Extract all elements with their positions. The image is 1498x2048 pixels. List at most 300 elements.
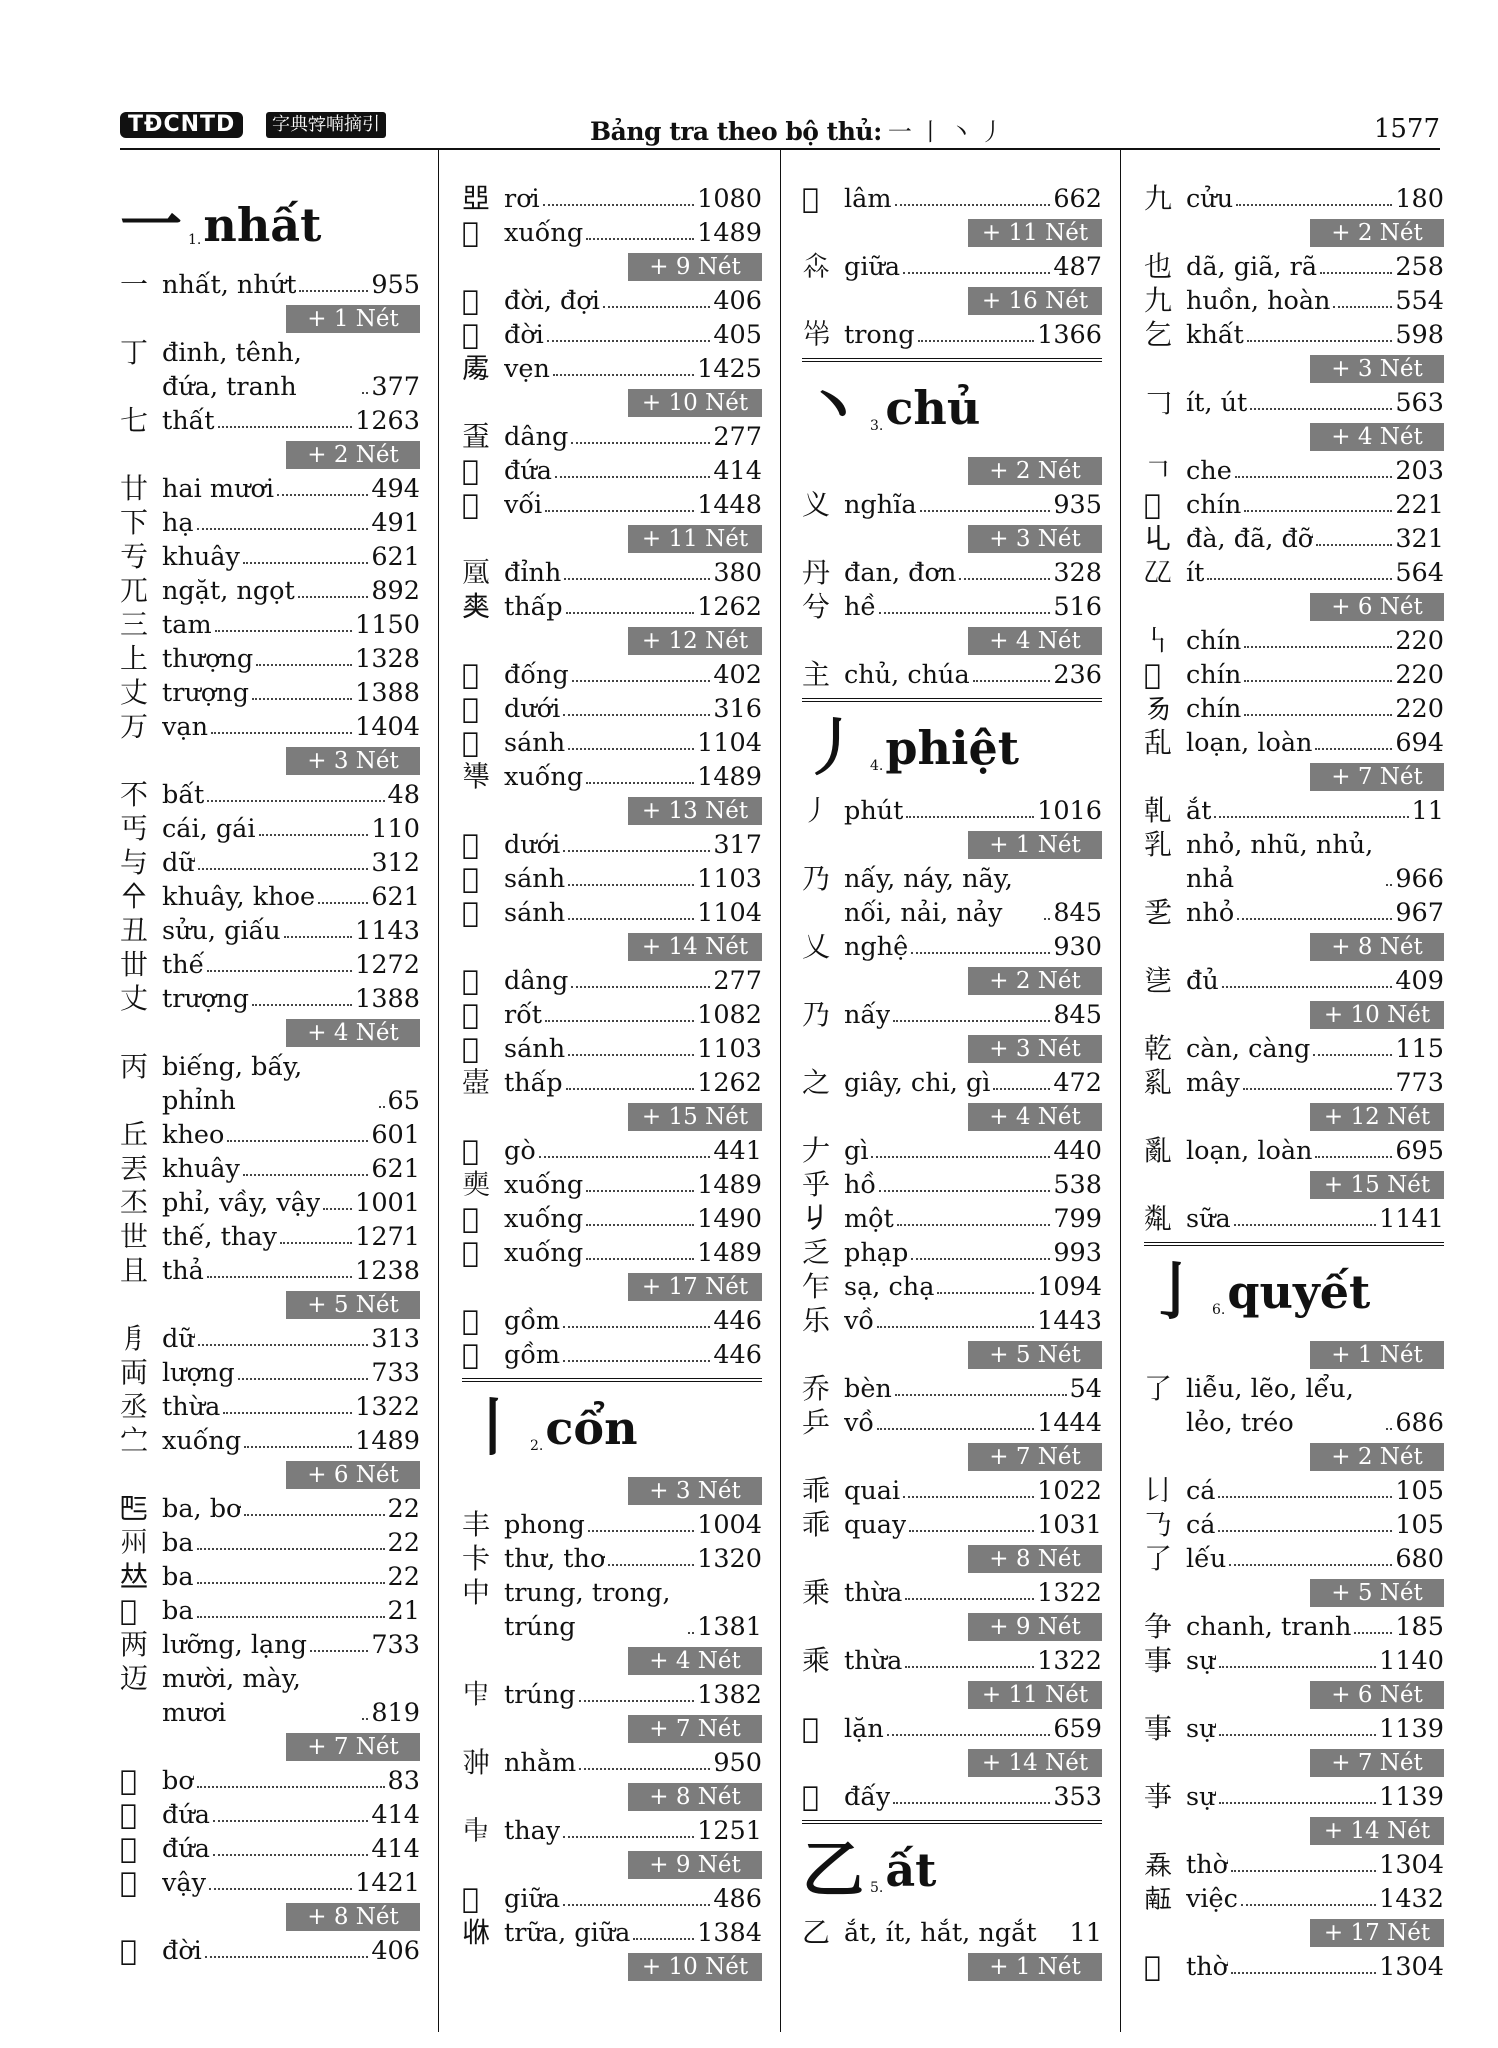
- stroke-count-label: + 16 Nét: [968, 287, 1102, 315]
- entry-reading: sự: [1186, 1646, 1216, 1676]
- stroke-count-label: + 3 Nét: [968, 525, 1102, 553]
- entry-page-number: 1322: [355, 1392, 420, 1422]
- dot-leader: [571, 442, 710, 444]
- index-column-2: [462, 182, 762, 1984]
- entry-page-number: 472: [1053, 1068, 1102, 1098]
- entry-reading: rốt: [504, 1000, 543, 1030]
- entry-gloss-line: [844, 1134, 1102, 1168]
- stroke-count-header: [802, 1032, 1102, 1066]
- dot-leader: [1250, 408, 1392, 410]
- entry-gloss-line: [504, 1202, 762, 1236]
- stroke-count-label: + 5 Nét: [1310, 1579, 1444, 1607]
- index-entry: [802, 998, 1102, 1032]
- index-entry: [462, 1134, 762, 1168]
- stroke-count-label: + 11 Nét: [628, 525, 762, 553]
- index-entry: [802, 794, 1102, 828]
- entry-reading: loạn, loàn: [1186, 1136, 1313, 1166]
- entry-page-number: 317: [713, 830, 762, 860]
- entry-character: 亐: [120, 540, 149, 573]
- stroke-count-header: [462, 1474, 762, 1508]
- entry-character: 𠀲: [120, 1764, 137, 1797]
- entry-reading: lưỡng, lạng: [162, 1630, 307, 1660]
- entry-gloss-line: [162, 812, 420, 846]
- entry-page-number: 1001: [355, 1188, 420, 1218]
- dot-leader: [1231, 1972, 1376, 1974]
- stroke-count-header: [120, 1288, 420, 1322]
- entry-gloss-line: [1186, 1644, 1444, 1678]
- entry-gloss-line: [504, 658, 762, 692]
- entry-gloss-line: [1186, 1066, 1444, 1100]
- stroke-count-header: [120, 1730, 420, 1764]
- dot-leader: [1222, 986, 1393, 988]
- entry-gloss-line: [1186, 1202, 1444, 1236]
- entry-page-number: 563: [1395, 388, 1444, 418]
- index-entry: [1144, 1372, 1444, 1440]
- entry-reading: dữ: [162, 848, 195, 878]
- stroke-count-header: [120, 1458, 420, 1492]
- entry-character: 𠀴: [120, 1832, 137, 1865]
- stroke-count-header: [1144, 1678, 1444, 1712]
- radical-heading: [1144, 1242, 1444, 1338]
- entry-character: 两: [120, 1628, 149, 1661]
- entry-page-number: 819: [371, 1698, 420, 1728]
- entry-gloss-line: [162, 676, 420, 710]
- entry-character: 丞: [120, 1390, 149, 1423]
- radical-number: 2.: [530, 1438, 544, 1454]
- stroke-count-label: + 14 Nét: [628, 933, 762, 961]
- entry-gloss-line: [844, 488, 1102, 522]
- radical-name: chủ: [885, 381, 981, 435]
- entry-page-number: 621: [371, 1154, 420, 1184]
- entry-reading: lếu: [1186, 1544, 1227, 1574]
- entry-reading: gồm: [504, 1306, 561, 1336]
- entry-reading: thờ: [1186, 1952, 1229, 1982]
- entry-character: 中: [462, 1576, 491, 1609]
- entry-reading: nhỏ: [1186, 898, 1235, 928]
- dot-leader: [906, 816, 1034, 818]
- dot-leader: [1247, 340, 1393, 342]
- entry-page-number: 328: [1053, 558, 1102, 588]
- entry-character: 乖: [802, 1508, 831, 1541]
- dot-leader: [877, 1326, 1034, 1328]
- entry-reading: ít: [1186, 558, 1205, 588]
- radical-heading: [802, 358, 1102, 454]
- dot-leader: [887, 1734, 1051, 1736]
- entry-reading: một: [844, 1204, 894, 1234]
- entry-reading: đinh, tênh, đứa, tranh: [162, 338, 302, 402]
- entry-reading: xuống: [504, 218, 584, 248]
- index-entry: [1144, 794, 1444, 828]
- entry-page-number: 220: [1395, 626, 1444, 656]
- entry-reading: thay: [504, 1816, 561, 1846]
- entry-gloss-line: [844, 1066, 1102, 1100]
- index-entry: [1144, 726, 1444, 760]
- entry-gloss-line: [504, 1814, 762, 1848]
- entry-reading: cá: [1186, 1476, 1216, 1506]
- entry-reading: loạn, loàn: [1186, 728, 1313, 758]
- entry-character: 之: [802, 1066, 831, 1099]
- dot-leader: [197, 1786, 385, 1788]
- entry-reading: đời, đợi: [504, 286, 600, 316]
- radical-number: 5.: [870, 1880, 884, 1896]
- index-entry: [1144, 624, 1444, 658]
- index-entry: [802, 1474, 1102, 1508]
- dot-leader: [277, 494, 368, 496]
- stroke-count-label: + 14 Nét: [1310, 1817, 1444, 1845]
- index-entry: [1144, 1950, 1444, 1984]
- entry-page-number: 1304: [1379, 1952, 1444, 1982]
- stroke-count-header: [802, 1542, 1102, 1576]
- entry-page-number: 83: [387, 1766, 420, 1796]
- stroke-count-label: + 3 Nét: [1310, 355, 1444, 383]
- dot-leader: [586, 782, 694, 784]
- dot-leader: [244, 1446, 352, 1448]
- dot-leader: [205, 1956, 368, 1958]
- index-entry: [802, 182, 1102, 216]
- index-entry: [462, 726, 762, 760]
- entry-character: 乒: [802, 1406, 831, 1439]
- entry-gloss-line: [844, 1576, 1102, 1610]
- stroke-count-header: [1144, 1440, 1444, 1474]
- entry-character: 丁: [120, 336, 149, 369]
- entry-character: 主: [802, 658, 831, 691]
- dot-leader: [1315, 748, 1392, 750]
- entry-reading: thượng: [162, 644, 254, 674]
- entry-page-number: 65: [387, 1086, 420, 1116]
- dot-leader: [197, 528, 369, 530]
- entry-gloss-line: [504, 726, 762, 760]
- entry-gloss-line: [162, 1866, 420, 1900]
- stroke-count-label: + 8 Nét: [628, 1783, 762, 1811]
- page-title-text: Bảng tra theo bộ thủ:: [590, 117, 882, 146]
- entry-gloss-line: [844, 794, 1102, 828]
- dot-leader: [877, 1428, 1034, 1430]
- entry-page-number: 1094: [1037, 1272, 1102, 1302]
- entry-reading: gì: [844, 1136, 869, 1166]
- stroke-count-label: + 14 Nét: [968, 1749, 1102, 1777]
- entry-reading: thấp: [504, 592, 563, 622]
- entry-character: 𠁑: [462, 896, 479, 929]
- stroke-count-label: + 7 Nét: [1310, 763, 1444, 791]
- entry-gloss-line: [1186, 1508, 1444, 1542]
- dot-leader: [579, 1700, 694, 1702]
- entry-character: 𠁩: [462, 1814, 491, 1847]
- entry-character: 𠃍: [1144, 454, 1173, 487]
- dot-leader: [1044, 918, 1050, 920]
- index-entry: [1144, 1134, 1444, 1168]
- entry-gloss-line: [504, 964, 762, 998]
- index-entry: [120, 1424, 420, 1458]
- dot-leader: [215, 630, 352, 632]
- entry-character: 事: [1144, 1712, 1173, 1745]
- entry-reading: sự: [1186, 1714, 1216, 1744]
- stroke-count-label: + 11 Nét: [968, 219, 1102, 247]
- entry-reading: sánh: [504, 864, 566, 894]
- entry-gloss-line: [1186, 522, 1444, 556]
- entry-page-number: 105: [1395, 1510, 1444, 1540]
- entry-character: 𠁉: [462, 556, 491, 589]
- entry-gloss-line: [844, 998, 1102, 1032]
- index-entry: [120, 574, 420, 608]
- entry-reading: nhỏ, nhũ, nhủ, nhả: [1186, 830, 1374, 894]
- dot-leader: [563, 714, 710, 716]
- entry-gloss-line: [844, 1372, 1102, 1406]
- stroke-count-label: + 8 Nét: [1310, 933, 1444, 961]
- entry-page-number: 406: [713, 286, 762, 316]
- dot-leader: [323, 1208, 352, 1210]
- entry-gloss-line: [162, 1152, 420, 1186]
- dot-leader: [223, 1412, 352, 1414]
- dot-leader: [198, 1344, 369, 1346]
- entry-page-number: 1381: [697, 1612, 762, 1642]
- index-entry: [462, 318, 762, 352]
- entry-character: 乾: [1144, 1032, 1173, 1065]
- entry-gloss-line: [844, 658, 1102, 692]
- stroke-count-label: + 11 Nét: [968, 1681, 1102, 1709]
- entry-gloss-line: [844, 1712, 1102, 1746]
- stroke-count-header: [462, 1100, 762, 1134]
- dot-leader: [568, 884, 694, 886]
- entry-character: 𠁌: [462, 692, 479, 725]
- index-entry: [802, 862, 1102, 930]
- index-entry: [462, 590, 762, 624]
- entry-character: 𠁁: [462, 182, 491, 215]
- entry-reading: thế: [162, 950, 205, 980]
- entry-gloss-line: [504, 1066, 762, 1100]
- entry-reading: biếng, bấy, phỉnh: [162, 1052, 303, 1116]
- entry-page-number: 1139: [1379, 1714, 1444, 1744]
- dot-leader: [1219, 1734, 1377, 1736]
- entry-character: 𠁈: [462, 488, 479, 521]
- index-entry: [462, 862, 762, 896]
- stroke-count-label: + 6 Nét: [286, 1461, 420, 1489]
- index-entry: [1144, 386, 1444, 420]
- dot-leader: [586, 1258, 694, 1260]
- entry-page-number: 22: [387, 1562, 420, 1592]
- entry-gloss-line: [1186, 624, 1444, 658]
- index-entry: [802, 1168, 1102, 1202]
- index-entry: [120, 1866, 420, 1900]
- entry-page-number: 733: [371, 1630, 420, 1660]
- entry-page-number: 1448: [697, 490, 762, 520]
- index-entry: [120, 472, 420, 506]
- index-entry: [462, 1882, 762, 1916]
- entry-page-number: 1004: [697, 1510, 762, 1540]
- entry-character: 㝉: [120, 1424, 149, 1457]
- entry-character: 𠁖: [462, 1134, 479, 1167]
- entry-gloss-line: [504, 454, 762, 488]
- stroke-count-label: + 7 Nét: [286, 1733, 420, 1761]
- entry-page-number: 11: [1069, 1918, 1102, 1948]
- entry-reading: xuống: [504, 1170, 584, 1200]
- entry-character: 丿: [802, 794, 831, 827]
- dot-leader: [207, 1276, 352, 1278]
- entry-reading: phút: [844, 796, 904, 826]
- index-entry: [462, 488, 762, 522]
- entry-page-number: 1238: [355, 1256, 420, 1286]
- entry-gloss-line: [1186, 182, 1444, 216]
- index-entry: [1144, 964, 1444, 998]
- entry-page-number: 601: [371, 1120, 420, 1150]
- index-entry: [120, 914, 420, 948]
- index-entry: [462, 1032, 762, 1066]
- entry-gloss-line: [844, 1508, 1102, 1542]
- entry-character: 𠄼: [1144, 1882, 1173, 1915]
- index-entry: [120, 1526, 420, 1560]
- index-entry: [1144, 1066, 1444, 1100]
- stroke-count-header: [120, 1016, 420, 1050]
- entry-page-number: 1489: [697, 218, 762, 248]
- entry-gloss-line: [162, 1662, 420, 1730]
- entry-page-number: 115: [1395, 1034, 1444, 1064]
- entry-gloss-line: [844, 1304, 1102, 1338]
- entry-reading: vồ: [844, 1306, 875, 1336]
- dot-leader: [911, 952, 1050, 954]
- entry-page-number: 1263: [355, 406, 420, 436]
- index-entry: [120, 846, 420, 880]
- entry-character: 亂: [1144, 1134, 1173, 1167]
- entry-reading: đứa: [504, 456, 552, 486]
- entry-gloss-line: [504, 1168, 762, 1202]
- entry-reading: lặn: [844, 1714, 884, 1744]
- entry-page-number: 686: [1395, 1408, 1444, 1438]
- dot-leader: [547, 340, 710, 342]
- index-entry: [802, 1916, 1102, 1950]
- dot-leader: [603, 306, 710, 308]
- entry-character: 𠁨: [462, 1746, 491, 1779]
- stroke-count-header: [462, 1644, 762, 1678]
- entry-reading: giữa: [844, 252, 901, 282]
- publisher-logo: TĐCNTD: [120, 112, 243, 138]
- entry-reading: khuây: [162, 542, 240, 572]
- entry-gloss-line: [162, 268, 420, 302]
- entry-character: 乳: [1144, 828, 1173, 861]
- column-divider: [780, 150, 781, 2032]
- entry-page-number: 1104: [697, 898, 762, 928]
- index-entry: [120, 1594, 420, 1628]
- entry-gloss-line: [504, 284, 762, 318]
- entry-page-number: 1432: [1379, 1884, 1444, 1914]
- index-entry: [120, 642, 420, 676]
- entry-gloss-line: [162, 1118, 420, 1152]
- radical-character: 丶: [802, 371, 865, 444]
- dot-leader: [1229, 1564, 1392, 1566]
- dot-leader: [905, 1666, 1034, 1668]
- stroke-count-header: [802, 1950, 1102, 1984]
- entry-reading: cá: [1186, 1510, 1216, 1540]
- dictionary-logo: 字典𡨸喃摘引: [266, 112, 386, 138]
- dot-leader: [1244, 510, 1392, 512]
- entry-character: 𠁀: [120, 1934, 137, 1967]
- entry-reading: thừa: [844, 1646, 903, 1676]
- entry-page-number: 1489: [355, 1426, 420, 1456]
- stroke-count-label: + 6 Nét: [1310, 1681, 1444, 1709]
- index-entry: [120, 1628, 420, 1662]
- dot-leader: [362, 1718, 368, 1720]
- entry-reading: phạp: [844, 1238, 909, 1268]
- entry-page-number: 494: [371, 474, 420, 504]
- index-entry: [120, 1152, 420, 1186]
- radical-number: 4.: [870, 758, 884, 774]
- entry-character: 𠄽: [1144, 1950, 1161, 1983]
- entry-gloss-line: [504, 1236, 762, 1270]
- entry-gloss-line: [1186, 1372, 1444, 1440]
- index-entry: [802, 1236, 1102, 1270]
- entry-page-number: 487: [1053, 252, 1102, 282]
- entry-reading: quai: [844, 1476, 901, 1506]
- entry-character: 一: [120, 268, 149, 301]
- entry-gloss-line: [162, 1764, 420, 1798]
- entry-gloss-line: [1186, 386, 1444, 420]
- entry-page-number: 313: [371, 1324, 420, 1354]
- index-entry: [462, 1236, 762, 1270]
- entry-page-number: 321: [1395, 524, 1444, 554]
- dot-leader: [608, 1564, 694, 1566]
- stroke-count-label: + 5 Nét: [968, 1341, 1102, 1369]
- entry-page-number: 1103: [697, 864, 762, 894]
- entry-reading: ba: [162, 1562, 194, 1592]
- entry-gloss-line: [162, 540, 420, 574]
- entry-reading: nấy: [844, 1000, 891, 1030]
- index-entry: [802, 318, 1102, 352]
- radical-number: 6.: [1212, 1302, 1226, 1318]
- stroke-count-label: + 8 Nét: [968, 1545, 1102, 1573]
- index-entry: [120, 1832, 420, 1866]
- entry-gloss-line: [1186, 1134, 1444, 1168]
- entry-page-number: 1082: [697, 1000, 762, 1030]
- stroke-count-header: [802, 1746, 1102, 1780]
- entry-character: 乯: [1144, 896, 1173, 929]
- dot-leader: [197, 1582, 385, 1584]
- entry-character: 乙: [802, 1916, 831, 1949]
- dot-leader: [1244, 646, 1392, 648]
- entry-page-number: 409: [1395, 966, 1444, 996]
- entry-gloss-line: [162, 1560, 420, 1594]
- entry-page-number: 1322: [1037, 1646, 1102, 1676]
- column-divider: [438, 150, 439, 2032]
- index-entry: [462, 1746, 762, 1780]
- dot-leader: [586, 238, 694, 240]
- dot-leader: [903, 272, 1050, 274]
- entry-gloss-line: [504, 420, 762, 454]
- dot-leader: [563, 1836, 694, 1838]
- entry-page-number: 48: [387, 780, 420, 810]
- entry-reading: dâng: [504, 422, 569, 452]
- entry-reading: ắt: [1186, 796, 1212, 826]
- entry-gloss-line: [162, 506, 420, 540]
- stroke-count-header: [802, 522, 1102, 556]
- entry-page-number: 516: [1053, 592, 1102, 622]
- index-entry: [462, 658, 762, 692]
- entry-gloss-line: [844, 1406, 1102, 1440]
- entry-character: 丹: [802, 556, 831, 589]
- index-entry: [462, 216, 762, 250]
- entry-reading: lượng: [162, 1358, 235, 1388]
- stroke-count-label: + 3 Nét: [286, 747, 420, 775]
- dot-leader: [197, 1616, 385, 1618]
- dot-leader: [1354, 1632, 1392, 1634]
- entry-gloss-line: [1186, 488, 1444, 522]
- dot-leader: [298, 596, 369, 598]
- entry-page-number: 1262: [697, 592, 762, 622]
- entry-reading: rơi: [504, 184, 540, 214]
- entry-character: 𠄎: [1144, 1508, 1173, 1541]
- entry-character: 𠁦: [462, 1678, 491, 1711]
- entry-gloss-line: [162, 1594, 420, 1628]
- dot-leader: [564, 578, 710, 580]
- dot-leader: [545, 1020, 694, 1022]
- stroke-count-header: [462, 386, 762, 420]
